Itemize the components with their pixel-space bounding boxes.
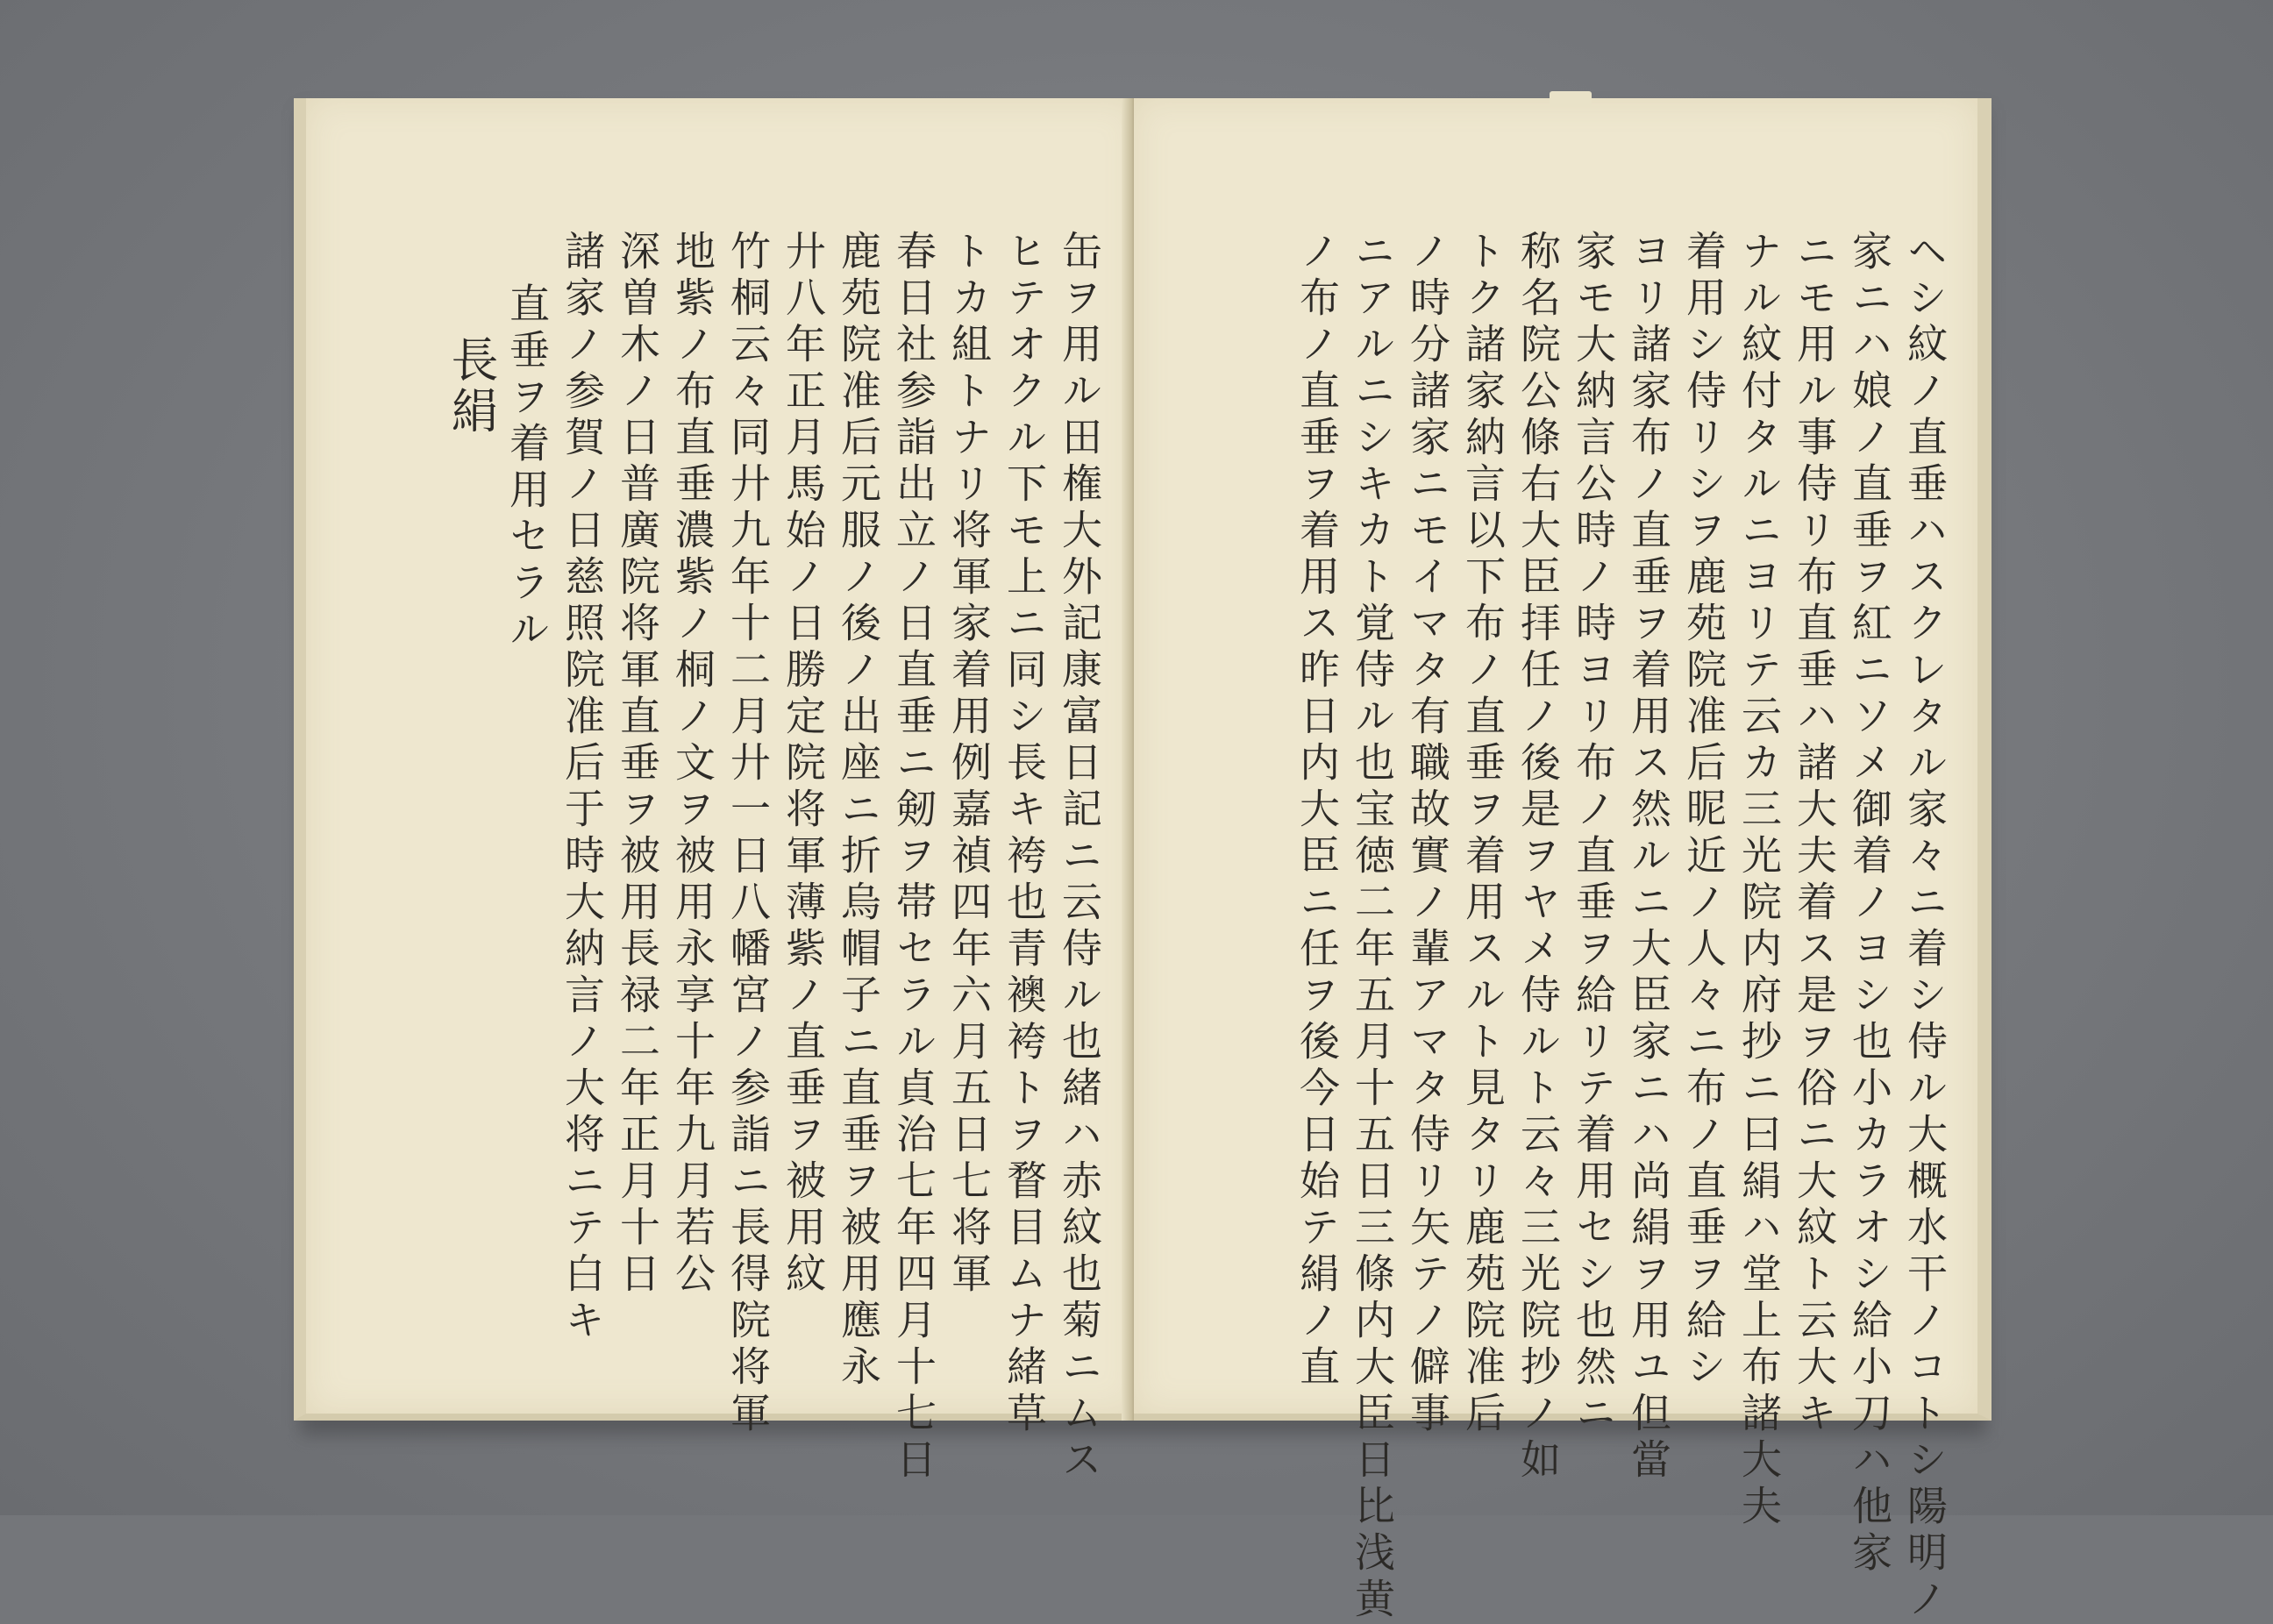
text-column: 家ニハ娘ノ直垂ヲ紅ニソメ御着ノヨシ也小カラオシ給小刀ハ他家 — [1846, 230, 1893, 1578]
text-column: 鹿苑院准后元服ノ後ノ出座ニ折烏帽子ニ直垂ヲ被用應永 — [835, 230, 882, 1392]
text-column: 廾八年正月馬始ノ日勝定院将軍薄紫ノ直垂ヲ被用紋 — [780, 230, 827, 1299]
text-column: ヒテオクル下モ上ニ同シ長キ袴也青襖袴トヲ瞀目ムナ緒草 — [1001, 230, 1048, 1438]
text-column: 春日社参詣出立ノ日直垂ニ剱ヲ帯セラル貞治七年四月十七日 — [890, 230, 937, 1485]
text-column: 着用シ侍リシヲ鹿苑院准后昵近ノ人々ニ布ノ直垂ヲ給シ — [1680, 230, 1728, 1392]
text-column: 缶ヲ用ル田権大外記康富日記ニ云侍ル也緒ハ赤紋也菊ニムス — [1056, 230, 1103, 1485]
right-page-text — [1213, 230, 1949, 1624]
text-column: 地紫ノ布直垂濃紫ノ桐ノ文ヲ被用永享十年九月若公 — [669, 230, 716, 1299]
text-column: ナル紋付タルニヨリテ云カ三光院内府抄ニ曰絹ハ堂上布諸大夫 — [1735, 230, 1783, 1531]
text-column: 家モ大納言公時ノ時ヨリ布ノ直垂ヲ給リテ着用セシ也然ニ — [1570, 230, 1617, 1438]
text-column: トカ組トナリ将軍家着用例嘉禎四年六月五日七将軍 — [945, 230, 993, 1299]
text-column: ノ布ノ直垂ヲ着用ス昨日内大臣ニ任ヲ後今日始テ絹ノ直 — [1293, 230, 1341, 1392]
open-book — [294, 98, 1979, 1624]
text-column: ニモ用ル事侍リ布直垂ハ諸大夫着ス是ヲ俗ニ大紋ト云大キ — [1791, 230, 1838, 1438]
section-heading: 長絹 — [444, 335, 499, 437]
text-column: 竹桐云々同廾九年十二月廾一日八幡宮ノ参詣ニ長得院将軍 — [724, 230, 772, 1438]
text-column: 称名院公條右大臣拝任ノ後是ヲヤメ侍ルト云々三光院抄ノ如 — [1514, 230, 1562, 1485]
text-column: 諸家ノ参賀ノ日慈照院准后于時大納言ノ大将ニテ白キ — [559, 230, 606, 1345]
left-page-text — [341, 230, 1104, 1485]
text-column: トク諸家納言以下布ノ直垂ヲ着用スルト見タリ鹿苑院准后 — [1459, 230, 1507, 1438]
text-column: 深曽木ノ日普廣院将軍直垂ヲ被用長禄二年正月十日 — [614, 230, 661, 1299]
text-column: 直垂ヲ着用セラル — [503, 282, 551, 654]
text-column: ヨリ諸家布ノ直垂ヲ着用ス然ルニ大臣家ニハ尚絹ヲ用ユ但當 — [1625, 230, 1672, 1485]
text-column: ノ時分諸家ニモイマタ有職故實ノ輩アマタ侍リ矢テノ僻事 — [1404, 230, 1451, 1438]
text-column: ヘシ紋ノ直垂ハスクレタル家々ニ着シ侍ル大概水干ノコトシ陽明ノ — [1901, 230, 1949, 1624]
left-page — [294, 98, 1139, 1485]
page-tab — [1550, 91, 1592, 107]
right-page — [1134, 98, 1992, 1624]
text-column: ニアルニシキカト覚侍ル也宝徳二年五月十五日三條内大臣日比浅黄 — [1349, 230, 1396, 1624]
